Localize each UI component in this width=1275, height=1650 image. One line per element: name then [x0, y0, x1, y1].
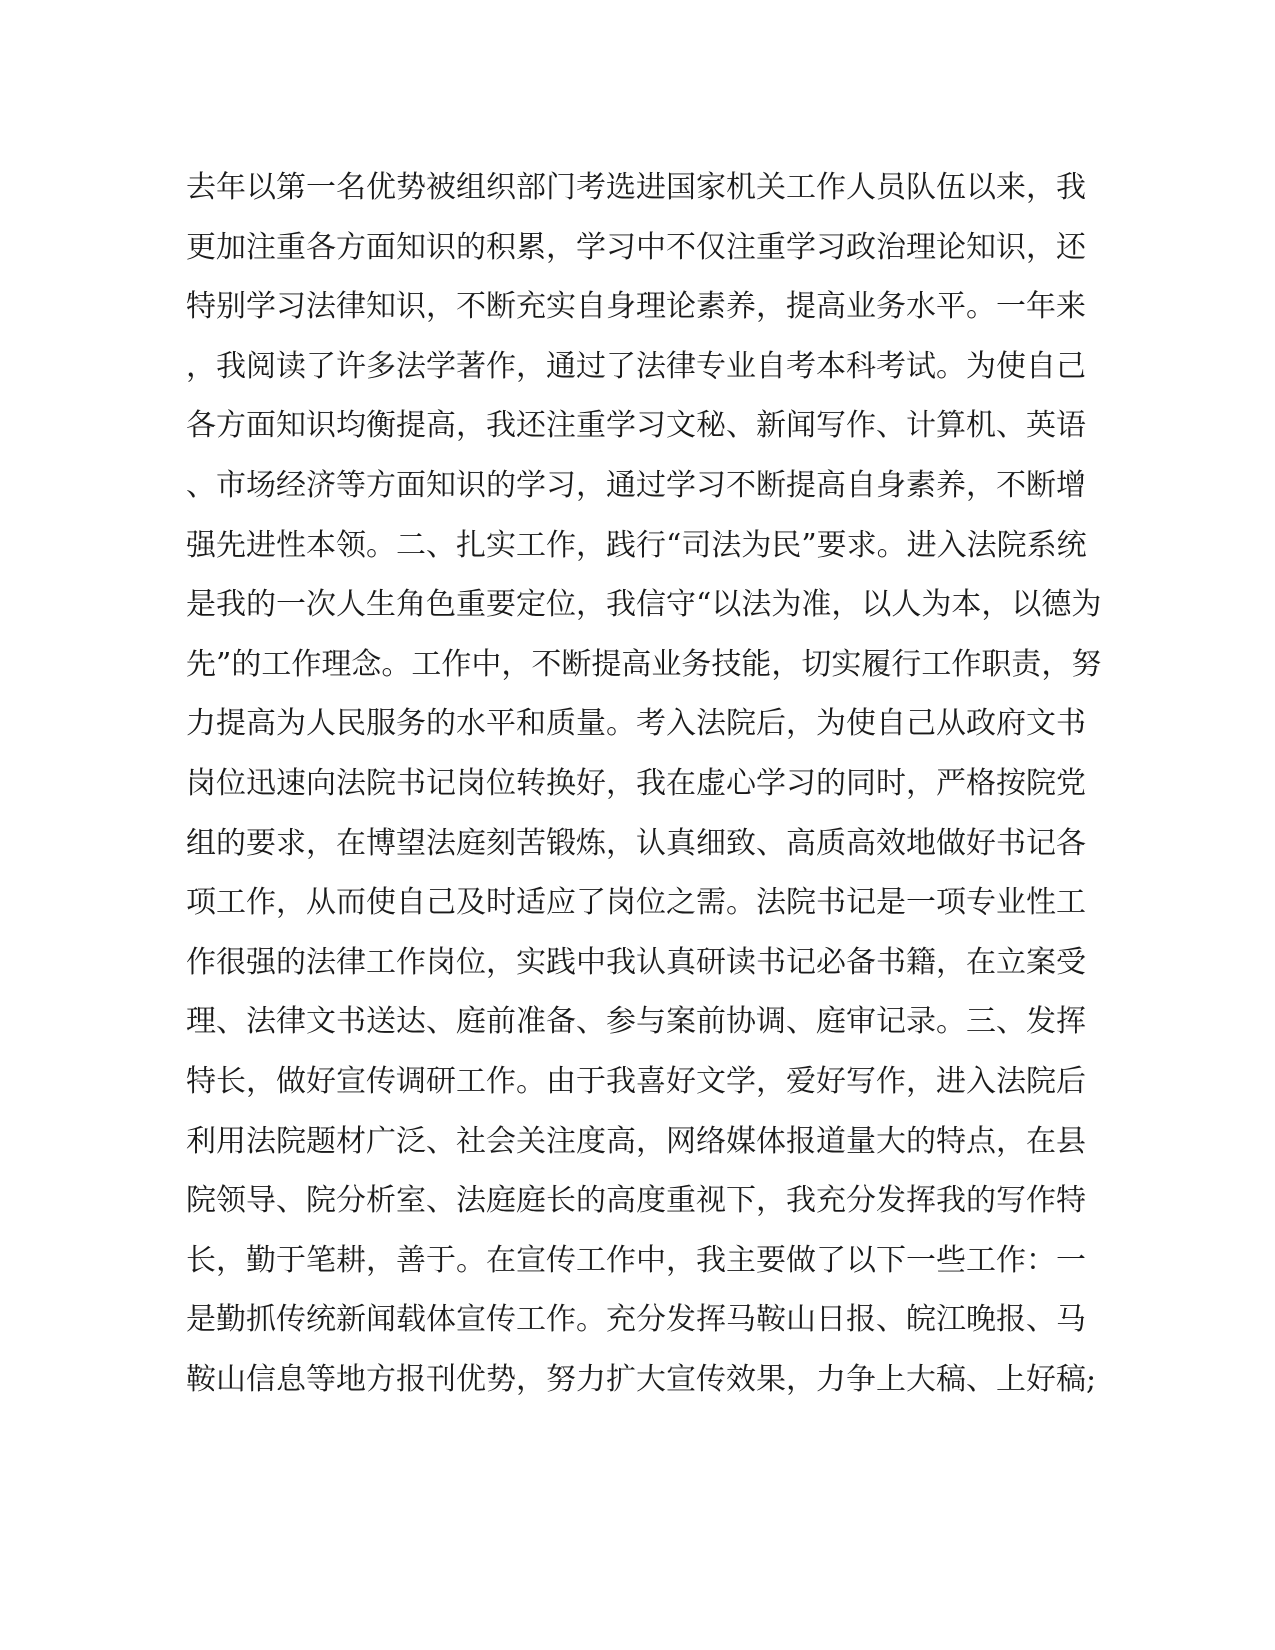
text-line-8: 是我的一次人生角色重要定位，我信守“以法为准，以人为本，以德为 [186, 587, 1102, 623]
text-line-17: 利用法院题材广泛、社会关注度高，网络媒体报道量大的特点，在县 [186, 1123, 1086, 1159]
text-line-10: 力提高为人民服务的水平和质量。考入法院后，为使自己从政府文书 [186, 706, 1086, 742]
text-line-20: 是勤抓传统新闻载体宣传工作。充分发挥马鞍山日报、皖江晚报、马 [186, 1302, 1086, 1338]
text-line-2: 更加注重各方面知识的积累，学习中不仅注重学习政治理论知识，还 [186, 229, 1086, 265]
text-line-21: 鞍山信息等地方报刊优势，努力扩大宣传效果，力争上大稿、上好稿; [186, 1361, 1097, 1397]
text-line-18: 院领导、院分析室、法庭庭长的高度重视下，我充分发挥我的写作特 [186, 1183, 1086, 1219]
text-line-5: 各方面知识均衡提高，我还注重学习文秘、新闻写作、计算机、英语 [186, 408, 1086, 444]
text-line-6: 、市场经济等方面知识的学习，通过学习不断提高自身素养，不断增 [186, 467, 1086, 503]
text-line-9: 先”的工作理念。工作中，不断提高业务技能，切实履行工作职责，努 [186, 646, 1102, 682]
text-line-19: 长，勤于笔耕，善于。在宣传工作中，我主要做了以下一些工作：一 [186, 1242, 1086, 1278]
text-line-1: 去年以第一名优势被组织部门考选进国家机关工作人员队伍以来，我 [186, 170, 1086, 205]
text-line-15: 理、法律文书送达、庭前准备、参与案前协调、庭审记录。三、发挥 [186, 1004, 1086, 1040]
text-line-13: 项工作，从而使自己及时适应了岗位之需。法院书记是一项专业性工 [186, 885, 1086, 921]
text-line-14: 作很强的法律工作岗位，实践中我认真研读书记必备书籍，在立案受 [186, 944, 1086, 980]
body-text [186, 158, 1102, 1409]
text-line-12: 组的要求，在博望法庭刻苦锻炼，认真细致、高质高效地做好书记各 [186, 825, 1086, 861]
text-line-7: 强先进性本领。二、扎实工作，践行“司法为民”要求。进入法院系统 [186, 527, 1087, 563]
text-line-4: ，我阅读了许多法学著作，通过了法律专业自考本科考试。为使自己 [186, 348, 1086, 384]
text-line-3: 特别学习法律知识，不断充实自身理论素养，提高业务水平。一年来 [186, 289, 1086, 325]
text-line-11: 岗位迅速向法院书记岗位转换好，我在虚心学习的同时，严格按院党 [186, 765, 1086, 801]
text-line-16: 特长，做好宣传调研工作。由于我喜好文学，爱好写作，进入法院后 [186, 1063, 1086, 1099]
